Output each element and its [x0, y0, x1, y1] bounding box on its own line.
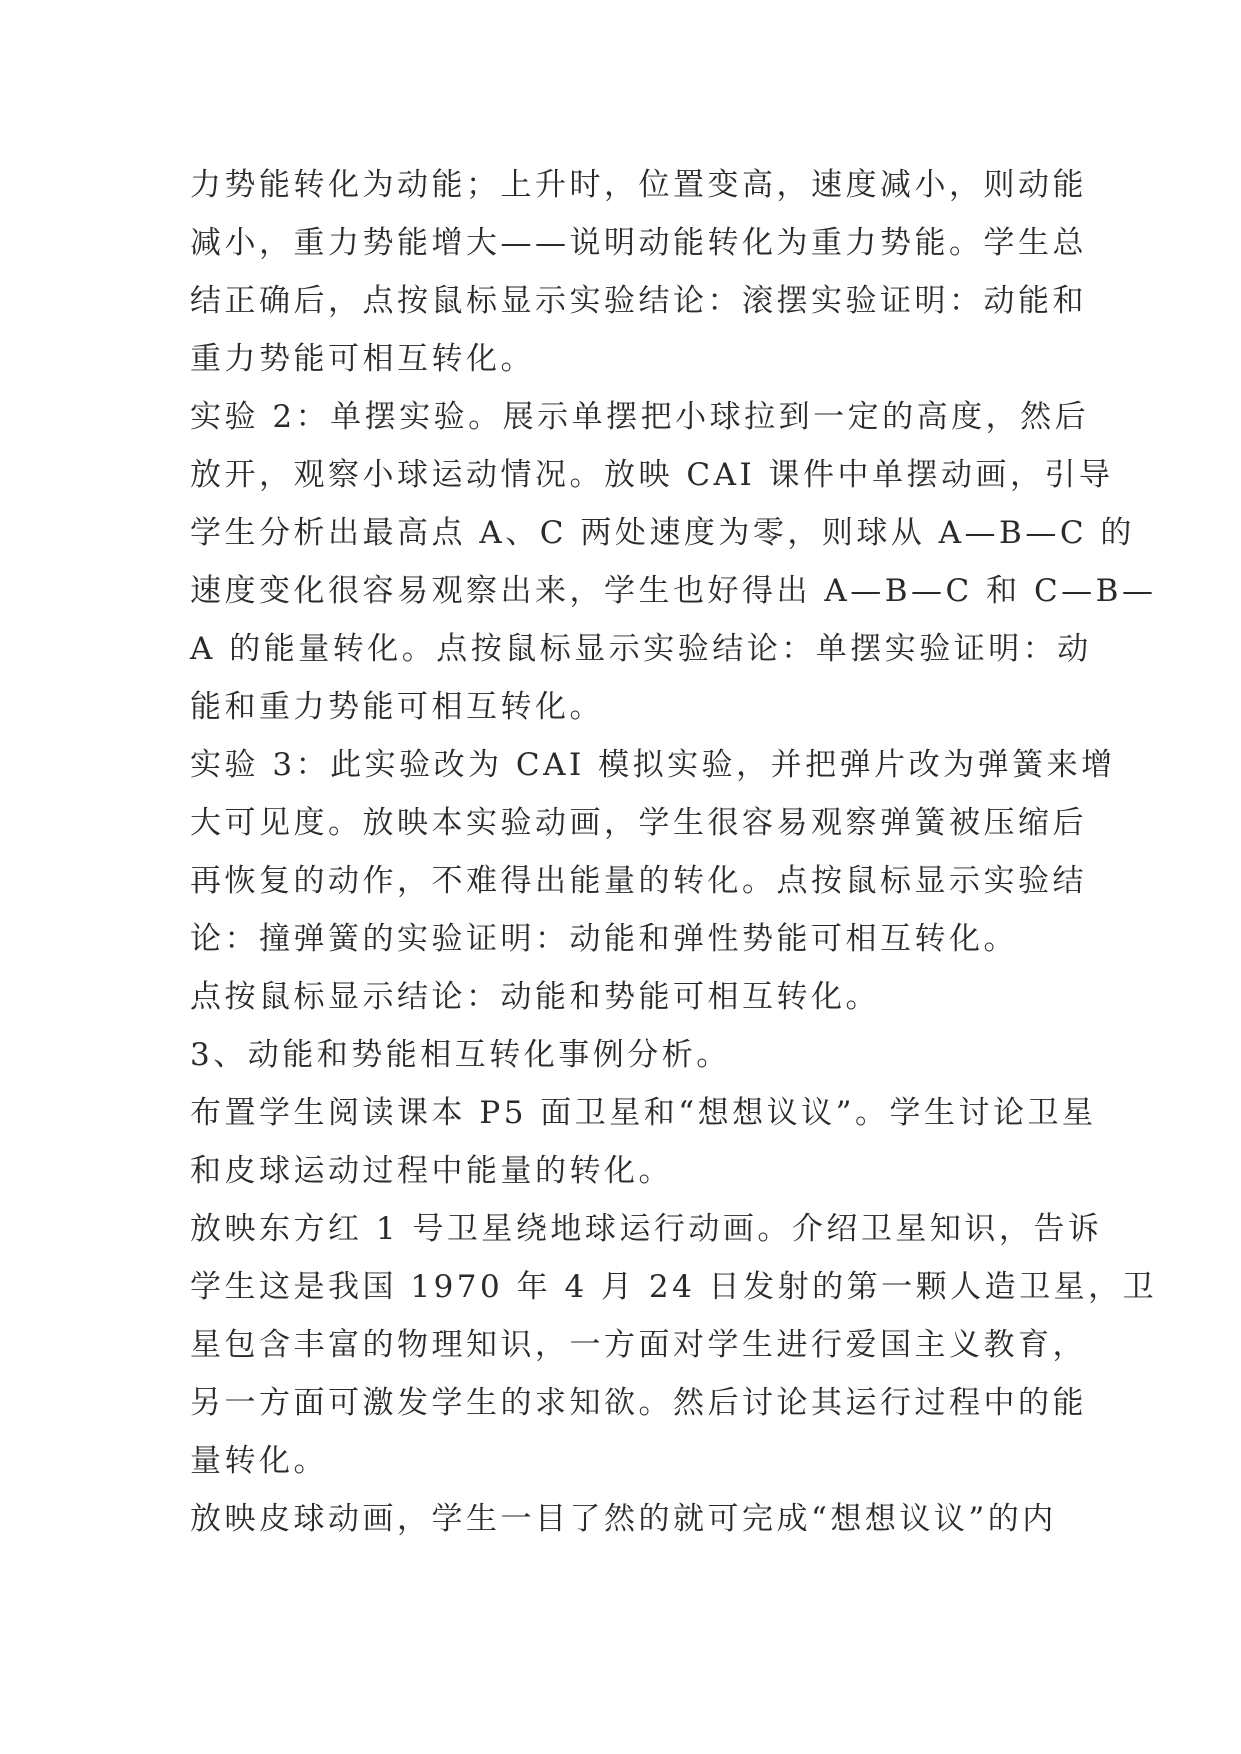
- text-line: 速度变化很容易观察出来，学生也好得出 A—B—C 和 C—B—: [190, 573, 1157, 609]
- text-line: 学生分析出最高点 A、C 两处速度为零，则球从 A—B—C 的: [190, 515, 1135, 551]
- text-line: 另一方面可激发学生的求知欲。然后讨论其运行过程中的能: [190, 1385, 1087, 1421]
- text-line: A 的能量转化。点按鼠标显示实验结论：单摆实验证明：动: [190, 631, 1092, 667]
- text-line: 论：撞弹簧的实验证明：动能和弹性势能可相互转化。: [190, 921, 1018, 957]
- text-line: 实验 2：单摆实验。展示单摆把小球拉到一定的高度，然后: [190, 399, 1090, 435]
- text-line: 放映皮球动画，学生一目了然的就可完成“想想议议”的内: [190, 1501, 1057, 1537]
- text-line: 放开，观察小球运动情况。放映 CAI 课件中单摆动画，引导: [190, 457, 1114, 493]
- text-line: 力势能转化为动能；上升时，位置变高，速度减小，则动能: [190, 167, 1087, 203]
- section-heading: 3、动能和势能相互转化事例分析。: [190, 1037, 731, 1073]
- text-line: 大可见度。放映本实验动画，学生很容易观察弹簧被压缩后: [190, 805, 1087, 841]
- text-line: 学生这是我国 1970 年 4 月 24 日发射的第一颗人造卫星，卫: [190, 1269, 1158, 1305]
- text-line: 布置学生阅读课本 P5 面卫星和“想想议议”。学生讨论卫星: [190, 1095, 1097, 1131]
- text-line: 放映东方红 1 号卫星绕地球运行动画。介绍卫星知识，告诉: [190, 1211, 1103, 1247]
- text-line: 实验 3：此实验改为 CAI 模拟实验，并把弹片改为弹簧来增: [190, 747, 1116, 783]
- body-text: [190, 156, 1158, 1548]
- text-line: 重力势能可相互转化。: [190, 341, 535, 377]
- text-line: 点按鼠标显示结论：动能和势能可相互转化。: [190, 979, 880, 1015]
- text-line: 减小，重力势能增大——说明动能转化为重力势能。学生总: [190, 225, 1087, 261]
- text-line: 和皮球运动过程中能量的转化。: [190, 1153, 673, 1189]
- text-line: 星包含丰富的物理知识，一方面对学生进行爱国主义教育，: [190, 1327, 1087, 1363]
- text-line: 结正确后，点按鼠标显示实验结论：滚摆实验证明：动能和: [190, 283, 1087, 319]
- text-line: 能和重力势能可相互转化。: [190, 689, 604, 725]
- text-line: 再恢复的动作，不难得出能量的转化。点按鼠标显示实验结: [190, 863, 1087, 899]
- text-line: 量转化。: [190, 1443, 328, 1479]
